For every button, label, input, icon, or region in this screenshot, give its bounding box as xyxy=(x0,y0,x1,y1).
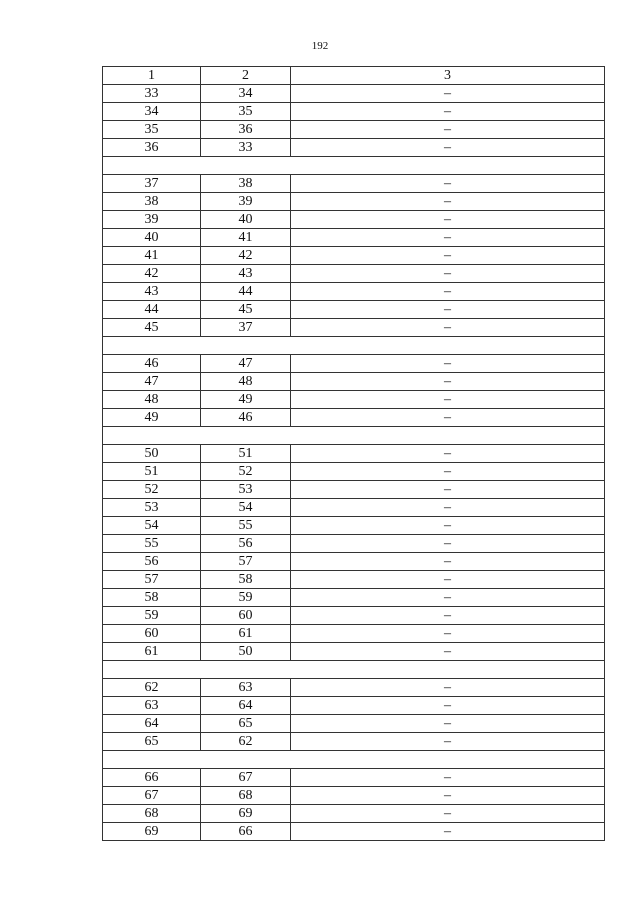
table-cell-col2: 55 xyxy=(201,517,291,535)
table-row xyxy=(103,607,605,625)
table-row xyxy=(103,85,605,103)
table-cell-col1: 49 xyxy=(103,409,201,427)
table-cell-col3: – xyxy=(291,229,605,247)
table-row xyxy=(103,319,605,337)
table-cell-col2: 43 xyxy=(201,265,291,283)
table-cell-col3: – xyxy=(291,607,605,625)
table-cell-col1: 38 xyxy=(103,193,201,211)
table-cell-col1: 68 xyxy=(103,805,201,823)
separator-cell xyxy=(103,751,605,769)
header-cell-1: 1 xyxy=(103,67,201,85)
table-cell-col2: 64 xyxy=(201,697,291,715)
table-row xyxy=(103,121,605,139)
table-cell-col2: 66 xyxy=(201,823,291,841)
table-cell-col3: – xyxy=(291,517,605,535)
group-separator-row xyxy=(103,427,605,445)
table-row xyxy=(103,499,605,517)
table-cell-col2: 37 xyxy=(201,319,291,337)
table-cell-col3: – xyxy=(291,481,605,499)
table-cell-col2: 40 xyxy=(201,211,291,229)
table-row xyxy=(103,625,605,643)
table-cell-col1: 46 xyxy=(103,355,201,373)
table-cell-col3: – xyxy=(291,589,605,607)
table-row xyxy=(103,553,605,571)
group-separator-row xyxy=(103,751,605,769)
table-cell-col1: 42 xyxy=(103,265,201,283)
table-cell-col2: 57 xyxy=(201,553,291,571)
table-cell-col2: 56 xyxy=(201,535,291,553)
table-cell-col3: – xyxy=(291,121,605,139)
table-cell-col2: 54 xyxy=(201,499,291,517)
table-cell-col3: – xyxy=(291,373,605,391)
table-body xyxy=(103,67,605,841)
table-cell-col3: – xyxy=(291,571,605,589)
table-row xyxy=(103,643,605,661)
separator-cell xyxy=(103,157,605,175)
table-cell-col1: 53 xyxy=(103,499,201,517)
table-row xyxy=(103,409,605,427)
table-cell-col2: 62 xyxy=(201,733,291,751)
table-cell-col3: – xyxy=(291,265,605,283)
table-row xyxy=(103,589,605,607)
table-row xyxy=(103,283,605,301)
table-cell-col3: – xyxy=(291,445,605,463)
table-cell-col1: 66 xyxy=(103,769,201,787)
table-cell-col2: 44 xyxy=(201,283,291,301)
table-cell-col1: 36 xyxy=(103,139,201,157)
table-cell-col1: 52 xyxy=(103,481,201,499)
table-cell-col1: 60 xyxy=(103,625,201,643)
table-cell-col1: 56 xyxy=(103,553,201,571)
table-cell-col1: 59 xyxy=(103,607,201,625)
table-cell-col3: – xyxy=(291,643,605,661)
table-cell-col2: 60 xyxy=(201,607,291,625)
header-row xyxy=(103,67,605,85)
table-cell-col3: – xyxy=(291,679,605,697)
page-number: 192 xyxy=(311,40,329,52)
table-row xyxy=(103,481,605,499)
table-cell-col2: 58 xyxy=(201,571,291,589)
table-cell-col3: – xyxy=(291,805,605,823)
table-cell-col3: – xyxy=(291,535,605,553)
table-cell-col2: 33 xyxy=(201,139,291,157)
table-cell-col3: – xyxy=(291,625,605,643)
table-cell-col3: – xyxy=(291,139,605,157)
table-row xyxy=(103,715,605,733)
table-cell-col3: – xyxy=(291,715,605,733)
table-cell-col2: 50 xyxy=(201,643,291,661)
table-row xyxy=(103,445,605,463)
table-cell-col3: – xyxy=(291,319,605,337)
table-cell-col3: – xyxy=(291,103,605,121)
table-cell-col1: 33 xyxy=(103,85,201,103)
table-cell-col1: 35 xyxy=(103,121,201,139)
table-cell-col2: 53 xyxy=(201,481,291,499)
table-row xyxy=(103,247,605,265)
table-row xyxy=(103,193,605,211)
table-cell-col1: 44 xyxy=(103,301,201,319)
table-row xyxy=(103,103,605,121)
group-separator-row xyxy=(103,337,605,355)
table-cell-col3: – xyxy=(291,283,605,301)
table-cell-col3: – xyxy=(291,301,605,319)
table-cell-col1: 37 xyxy=(103,175,201,193)
table-row xyxy=(103,139,605,157)
table-cell-col2: 65 xyxy=(201,715,291,733)
table-cell-col2: 47 xyxy=(201,355,291,373)
table-row xyxy=(103,823,605,841)
data-table xyxy=(102,66,605,841)
table-cell-col2: 59 xyxy=(201,589,291,607)
table-row xyxy=(103,211,605,229)
table-row xyxy=(103,787,605,805)
table-cell-col2: 61 xyxy=(201,625,291,643)
table-cell-col2: 42 xyxy=(201,247,291,265)
table-cell-col3: – xyxy=(291,409,605,427)
table-cell-col1: 58 xyxy=(103,589,201,607)
group-separator-row xyxy=(103,661,605,679)
table-row xyxy=(103,301,605,319)
separator-cell xyxy=(103,427,605,445)
table-row xyxy=(103,517,605,535)
table-cell-col1: 45 xyxy=(103,319,201,337)
table-cell-col1: 41 xyxy=(103,247,201,265)
table-cell-col1: 61 xyxy=(103,643,201,661)
table-cell-col3: – xyxy=(291,463,605,481)
table-cell-col2: 69 xyxy=(201,805,291,823)
table-cell-col1: 57 xyxy=(103,571,201,589)
table-cell-col1: 51 xyxy=(103,463,201,481)
table-row xyxy=(103,805,605,823)
table-cell-col1: 62 xyxy=(103,679,201,697)
table-row xyxy=(103,535,605,553)
table-cell-col3: – xyxy=(291,391,605,409)
table-cell-col2: 49 xyxy=(201,391,291,409)
table-cell-col1: 50 xyxy=(103,445,201,463)
table-cell-col3: – xyxy=(291,211,605,229)
table-cell-col1: 39 xyxy=(103,211,201,229)
table-cell-col2: 41 xyxy=(201,229,291,247)
table-row xyxy=(103,733,605,751)
table-cell-col2: 67 xyxy=(201,769,291,787)
table-row xyxy=(103,391,605,409)
table-row xyxy=(103,697,605,715)
table-row xyxy=(103,265,605,283)
table-row xyxy=(103,679,605,697)
table-cell-col1: 54 xyxy=(103,517,201,535)
table-cell-col2: 68 xyxy=(201,787,291,805)
table-row xyxy=(103,571,605,589)
table-cell-col3: – xyxy=(291,85,605,103)
table-row xyxy=(103,355,605,373)
table-cell-col2: 45 xyxy=(201,301,291,319)
table-cell-col2: 63 xyxy=(201,679,291,697)
table-cell-col1: 63 xyxy=(103,697,201,715)
table-cell-col3: – xyxy=(291,823,605,841)
table-cell-col2: 36 xyxy=(201,121,291,139)
table-cell-col2: 39 xyxy=(201,193,291,211)
table-cell-col2: 51 xyxy=(201,445,291,463)
table-cell-col2: 46 xyxy=(201,409,291,427)
table-cell-col3: – xyxy=(291,355,605,373)
table-cell-col3: – xyxy=(291,697,605,715)
table-row xyxy=(103,769,605,787)
table-row xyxy=(103,463,605,481)
table-cell-col3: – xyxy=(291,499,605,517)
table-cell-col3: – xyxy=(291,247,605,265)
table-cell-col2: 38 xyxy=(201,175,291,193)
separator-cell xyxy=(103,337,605,355)
table-cell-col1: 48 xyxy=(103,391,201,409)
table-cell-col2: 34 xyxy=(201,85,291,103)
separator-cell xyxy=(103,661,605,679)
table-cell-col3: – xyxy=(291,193,605,211)
table-cell-col3: – xyxy=(291,553,605,571)
table-cell-col2: 48 xyxy=(201,373,291,391)
table-cell-col1: 55 xyxy=(103,535,201,553)
table-cell-col1: 65 xyxy=(103,733,201,751)
table-cell-col3: – xyxy=(291,175,605,193)
table-cell-col1: 69 xyxy=(103,823,201,841)
table-cell-col3: – xyxy=(291,733,605,751)
table-cell-col1: 67 xyxy=(103,787,201,805)
table-row xyxy=(103,373,605,391)
table-row xyxy=(103,229,605,247)
table-cell-col1: 43 xyxy=(103,283,201,301)
header-cell-3: 3 xyxy=(291,67,605,85)
table-cell-col1: 40 xyxy=(103,229,201,247)
table-cell-col1: 47 xyxy=(103,373,201,391)
header-cell-2: 2 xyxy=(201,67,291,85)
table-cell-col2: 35 xyxy=(201,103,291,121)
table-cell-col1: 34 xyxy=(103,103,201,121)
table-cell-col3: – xyxy=(291,769,605,787)
table-cell-col2: 52 xyxy=(201,463,291,481)
table-cell-col3: – xyxy=(291,787,605,805)
table-row xyxy=(103,175,605,193)
table-cell-col1: 64 xyxy=(103,715,201,733)
group-separator-row xyxy=(103,157,605,175)
